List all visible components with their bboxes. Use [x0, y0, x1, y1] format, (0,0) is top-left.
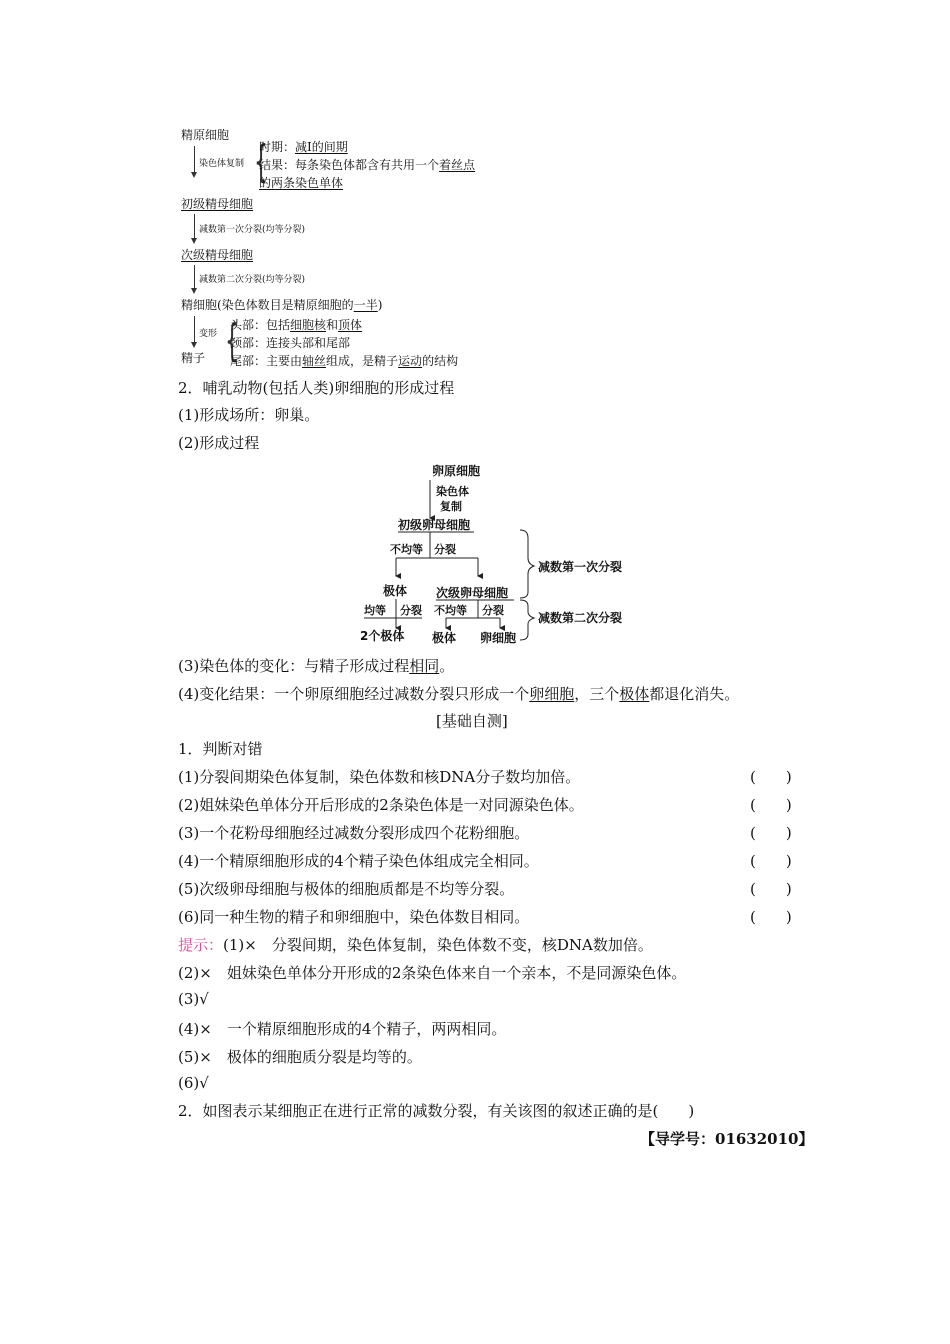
chromosome-change-line: [178, 655, 454, 676]
unequal-label: 不均等: [390, 543, 423, 556]
result-key-egg: 卵细胞: [529, 685, 575, 703]
section2-heading: 2．哺乳动物(包括人类)卵细胞的形成过程: [178, 379, 455, 397]
oogenesis-diagram: [350, 458, 640, 650]
chromosome-prefix: (3)染色体的变化：与精子形成过程: [178, 657, 410, 675]
question-2: 2．如图表示某细胞正在进行正常的减数分裂，有关该图的叙述正确的是( ): [178, 1102, 695, 1120]
answer-paren[interactable]: ( ): [750, 880, 792, 898]
division3-label: 分裂: [482, 604, 504, 617]
tail-mid: 组成，是精子: [326, 354, 399, 368]
result-line: [259, 156, 475, 173]
spermatid-prefix: 精细胞(染色体数目是精原细胞的: [181, 298, 354, 312]
chromosome-suffix: 。: [439, 657, 455, 675]
step-transform-label: 变形: [199, 329, 218, 339]
step-replicate-label: 染色体复制: [199, 159, 245, 169]
tail-key1: 轴丝: [302, 354, 327, 368]
result-mid-text: ，三个: [574, 685, 620, 703]
result-key-polar: 极体: [619, 685, 650, 703]
head-prefix: 头部：包括: [230, 318, 291, 332]
arrow-meiosis2: [194, 265, 195, 292]
sperm-label: 精子: [181, 351, 206, 365]
brace-replicate: {: [254, 136, 268, 187]
selftest-title: [基础自测]: [436, 712, 508, 730]
two-polar-label: 2个极体: [360, 629, 405, 643]
q1-heading: 1．判断对错: [178, 740, 263, 758]
egg-label: 卵细胞: [480, 631, 517, 645]
arrow-replicate: [194, 146, 195, 176]
answer-paren[interactable]: ( ): [750, 908, 792, 926]
list-item: (5)次级卵母细胞与极体的细胞质都是不均等分裂。: [178, 880, 515, 898]
arrow-meiosis1: [194, 214, 195, 242]
list-item: (2)姐妹染色单体分开后形成的2条染色体是一对同源染色体。: [178, 796, 584, 814]
meiosis2-label: 减数第二次分裂: [538, 611, 623, 625]
period-line: [259, 138, 348, 155]
head-line: [230, 316, 362, 333]
guide-number: 【导学号：01632010】: [640, 1130, 814, 1148]
oogonium-label: 卵原细胞: [432, 464, 481, 478]
tail-prefix: 尾部：主要由: [230, 354, 303, 368]
answer-paren[interactable]: ( ): [750, 824, 792, 842]
result-key: 着丝点: [439, 158, 476, 172]
list-item: (6)同一种生物的精子和卵细胞中，染色体数目相同。: [178, 908, 530, 926]
answer-paren[interactable]: ( ): [750, 852, 792, 870]
period-prefix: 时期：: [259, 140, 296, 154]
hint-line-1: [178, 934, 653, 955]
brace-meiosis2: [520, 600, 534, 640]
equal-label: 均等: [364, 604, 386, 617]
tail-key2: 运动: [398, 354, 423, 368]
tail-line: [230, 352, 458, 369]
period-value: 减Ⅰ的间期: [295, 140, 348, 154]
change-result-line: [178, 683, 739, 704]
brace-sperm: {: [225, 315, 239, 366]
polar-body2-label: 极体: [432, 631, 457, 645]
replicate-line1: 染色体: [436, 485, 469, 498]
answer-paren[interactable]: ( ): [750, 768, 792, 786]
answer-paren[interactable]: ( ): [750, 796, 792, 814]
unequal2-label: 不均等: [434, 604, 467, 617]
result-line2: 的两条染色单体: [259, 176, 344, 190]
neck-line: 颈部：连接头部和尾部: [230, 336, 351, 350]
chromosome-key: 相同: [409, 657, 440, 675]
hint-4: (4)× 一个精原细胞形成的4个精子，两两相同。: [178, 1020, 507, 1038]
step-meiosis1-label: 减数第一次分裂(均等分裂): [199, 225, 306, 235]
hint-6: (6)√: [178, 1074, 209, 1092]
list-item: (1)分裂间期染色体复制，染色体数和核DNA分子数均加倍。: [178, 768, 581, 786]
tail-suffix: 的结构: [422, 354, 459, 368]
secondary-spermatocyte-label: 次级精母细胞: [181, 248, 254, 262]
spermatid-key: 一半: [353, 298, 378, 312]
list-item: (3)一个花粉母细胞经过减数分裂形成四个花粉细胞。: [178, 824, 530, 842]
meiosis1-label: 减数第一次分裂: [538, 560, 623, 574]
result-prefix: 结果：每条染色体都含有共用一个: [259, 158, 440, 172]
list-item: (4)一个精原细胞形成的4个精子染色体组成完全相同。: [178, 852, 539, 870]
result-prefix-text: (4)变化结果：一个卵原细胞经过减数分裂只形成一个: [178, 685, 530, 703]
spermatogonium-label: 精原细胞: [181, 128, 230, 142]
arrow-transform: [194, 316, 195, 346]
secondary-oocyte-label: 次级卵母细胞: [436, 586, 509, 600]
hint-3: (3)√: [178, 990, 209, 1008]
step-meiosis2-label: 减数第二次分裂(均等分裂): [199, 275, 306, 285]
head-mid: 和: [326, 318, 339, 332]
polar-body-label: 极体: [383, 584, 408, 598]
division2-label: 分裂: [400, 604, 422, 617]
hint-label: 提示：: [178, 936, 224, 954]
spermatid-suffix: ): [377, 298, 383, 312]
section2-process: (2)形成过程: [178, 434, 260, 452]
hint-1: (1)× 分裂间期，染色体复制，染色体数不变，核DNA数加倍。: [223, 936, 653, 954]
spermatid-line: [181, 296, 382, 313]
division-label: 分裂: [434, 543, 456, 556]
head-key2: 顶体: [338, 318, 363, 332]
hint-5: (5)× 极体的细胞质分裂是均等的。: [178, 1048, 422, 1066]
result-suffix-text: 都退化消失。: [649, 685, 740, 703]
head-key1: 细胞核: [290, 318, 327, 332]
hint-2: (2)× 姐妹染色单体分开形成的2条染色体来自一个亲本，不是同源染色体。: [178, 964, 687, 982]
section2-site: (1)形成场所：卵巢。: [178, 406, 320, 424]
replicate-line2: 复制: [440, 500, 462, 513]
primary-spermatocyte-label: 初级精母细胞: [181, 197, 254, 211]
brace-meiosis1: [520, 530, 534, 598]
primary-oocyte-label: 初级卵母细胞: [398, 518, 471, 532]
